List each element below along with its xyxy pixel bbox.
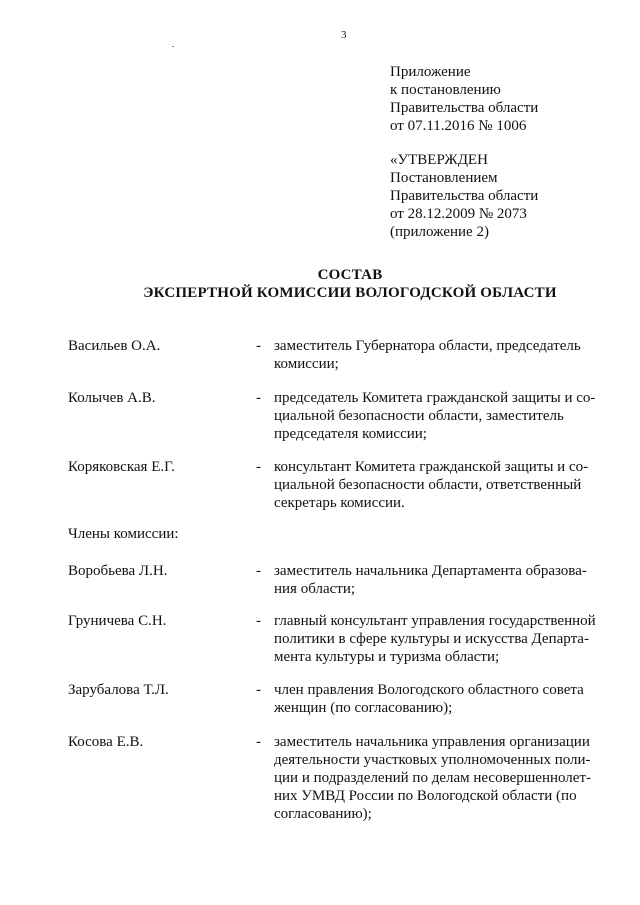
role-line: циальной безопасности области, заместитель <box>274 408 564 424</box>
role-line: циальной безопасности области, ответственный <box>274 477 582 493</box>
member-name: Косова Е.В. <box>68 734 144 750</box>
dash-separator: - <box>256 682 261 698</box>
role-line: согласованию); <box>274 806 372 822</box>
member-name: Груничева С.Н. <box>68 613 167 629</box>
scan-speck <box>172 46 174 47</box>
role-line: заместитель Губернатора области, председатель <box>274 338 581 354</box>
dash-separator: - <box>256 338 261 354</box>
role-line: них УМВД России по Вологодской области (по <box>274 788 577 804</box>
dash-separator: - <box>256 459 261 475</box>
approved-line: Правительства области <box>390 188 539 204</box>
member-name: Васильев О.А. <box>68 338 161 354</box>
role-line: консультант Комитета гражданской защиты и со- <box>274 459 589 475</box>
role-line: ния области; <box>274 581 356 597</box>
role-line: председателя комиссии; <box>274 426 427 442</box>
member-role <box>274 337 604 373</box>
role-line: председатель Комитета гражданской защиты и со- <box>274 390 596 406</box>
appendix-line: к постановлению <box>390 82 501 98</box>
role-line: заместитель начальника управления организации <box>274 734 590 750</box>
title-line-2: ЭКСПЕРТНОЙ КОМИССИИ ВОЛОГОДСКОЙ ОБЛАСТИ <box>143 285 557 301</box>
role-line: главный консультант управления государственной <box>274 613 596 629</box>
role-line: комиссии; <box>274 356 339 372</box>
member-role <box>274 458 604 512</box>
member-name: Колычев А.В. <box>68 390 156 406</box>
role-line: политики в сфере культуры и искусства Департа- <box>274 631 589 647</box>
approved-line: от 28.12.2009 № 2073 <box>390 206 527 222</box>
title-line-1: СОСТАВ <box>317 267 383 283</box>
approved-block <box>390 151 538 241</box>
member-role <box>274 612 604 666</box>
approved-line: (приложение 2) <box>390 224 489 240</box>
appendix-line: от 07.11.2016 № 1006 <box>390 118 527 134</box>
role-line: заместитель начальника Департамента образова- <box>274 563 587 579</box>
role-line: ции и подразделений по делам несовершеннолет- <box>274 770 591 786</box>
member-role <box>274 733 604 823</box>
member-name: Воробьева Л.Н. <box>68 563 168 579</box>
appendix-block <box>390 63 538 135</box>
member-role <box>274 681 604 717</box>
members-heading: Члены комиссии: <box>68 526 179 542</box>
document-title <box>0 266 640 302</box>
member-role <box>274 389 604 443</box>
dash-separator: - <box>256 563 261 579</box>
role-line: член правления Вологодского областного совета <box>274 682 584 698</box>
role-line: деятельности участковых уполномоченных поли- <box>274 752 591 768</box>
role-line: женщин (по согласованию); <box>274 700 453 716</box>
role-line: секретарь комиссии. <box>274 495 405 511</box>
page-number: 3 <box>341 29 347 41</box>
dash-separator: - <box>256 390 261 406</box>
dash-separator: - <box>256 613 261 629</box>
member-name: Коряковская Е.Г. <box>68 459 175 475</box>
member-role <box>274 562 604 598</box>
appendix-line: Приложение <box>390 64 471 80</box>
approved-line: Постановлением <box>390 170 498 186</box>
appendix-line: Правительства области <box>390 100 539 116</box>
approved-line: «УТВЕРЖДЕН <box>390 152 488 168</box>
member-name: Зарубалова Т.Л. <box>68 682 169 698</box>
role-line: мента культуры и туризма области; <box>274 649 500 665</box>
dash-separator: - <box>256 734 261 750</box>
